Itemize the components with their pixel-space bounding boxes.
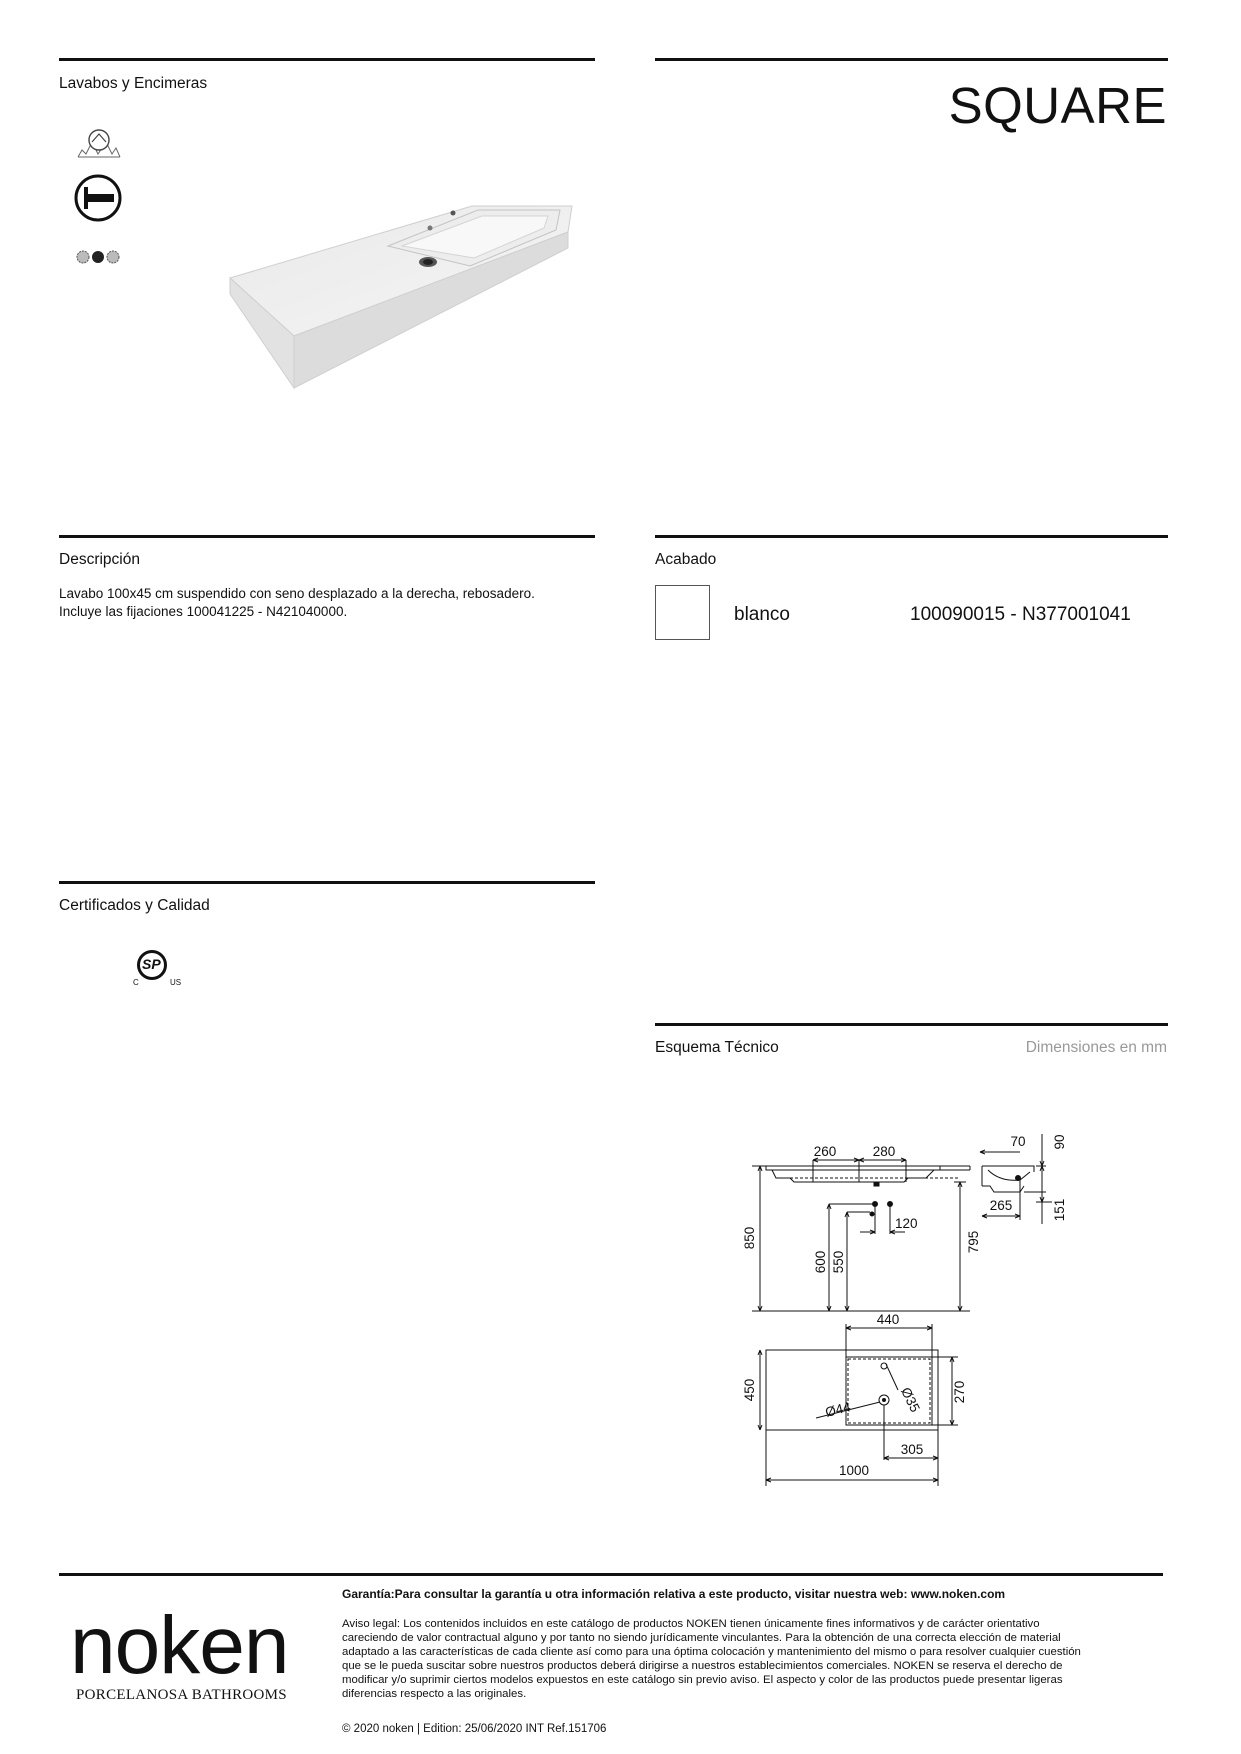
dim-600: 600 bbox=[813, 1250, 828, 1274]
rule-technical bbox=[655, 1023, 1168, 1026]
description-line-2: Incluye las fijaciones 100041225 - N421040000. bbox=[59, 604, 348, 619]
single-tap-hole-icon bbox=[73, 173, 123, 223]
dim-70: 70 bbox=[1010, 1134, 1026, 1149]
dim-550: 550 bbox=[831, 1250, 846, 1274]
legal-line: modificar y/o suprimir ciertos modelos expuestos en este catálogo sin previo aviso. El aspecto y color de las productos puede presentar ligeras bbox=[342, 1674, 1063, 1686]
finish-options-icon bbox=[75, 249, 123, 265]
rule-description bbox=[59, 535, 595, 538]
rule-certificates bbox=[59, 881, 595, 884]
technical-title: Esquema Técnico bbox=[655, 1039, 779, 1056]
legal-line: adaptado a las características de cada cliente así como para una óptima colocación y mantenimiento del mismo o para resolver cualquier cuestión bbox=[342, 1646, 1081, 1658]
dim-1000: 1000 bbox=[838, 1463, 870, 1478]
finish-name: blanco bbox=[734, 604, 790, 625]
finish-swatch bbox=[655, 585, 710, 640]
legal-line: Aviso legal: Los contenidos incluidos en este catálogo de productos NOKEN tienen únicamente fines informativos y de carácter orientativo bbox=[342, 1618, 1040, 1630]
plan-view bbox=[758, 1324, 958, 1486]
rule-top-right bbox=[655, 58, 1168, 61]
brand-subtitle: PORCELANOSA BATHROOMS bbox=[76, 1687, 287, 1703]
front-elevation bbox=[752, 1158, 970, 1311]
warranty-text: Garantía:Para consultar la garantía u otra información relativa a este producto, visitar nuestra web: www.noken.com bbox=[342, 1587, 1006, 1601]
legal-line: careciendo de valor contractual alguno y por tanto no siendo jurídicamente vinculantes. Para la obtención de una correcta elección de material bbox=[342, 1632, 1061, 1644]
edition-text: © 2020 noken | Edition: 25/06/2020 INT Ref.151706 bbox=[342, 1723, 607, 1735]
legal-line: diferencias respecto a las originales. bbox=[342, 1688, 527, 1700]
finish-title: Acabado bbox=[655, 551, 717, 568]
rule-finish bbox=[655, 535, 1168, 538]
technical-drawing bbox=[720, 1120, 1100, 1490]
description-title: Descripción bbox=[59, 551, 140, 568]
dim-280: 280 bbox=[872, 1144, 896, 1159]
wall-hung-basin-icon bbox=[76, 124, 122, 160]
dim-260: 260 bbox=[813, 1144, 837, 1159]
csa-mark-letters: SP bbox=[142, 956, 161, 972]
csa-mark-left: C bbox=[133, 978, 139, 987]
dim-d35: Ø35 bbox=[898, 1385, 923, 1415]
legal-line: que se le pueda suscitar sobre nuestros productos deberá dirigirse a nuestros establecimientos comerciales. NOKEN se reserva el derecho de bbox=[342, 1660, 1063, 1672]
product-image bbox=[220, 196, 590, 396]
category-label: Lavabos y Encimeras bbox=[59, 75, 208, 92]
rule-top-left bbox=[59, 58, 595, 61]
finish-code: 100090015 - N377001041 bbox=[910, 604, 1131, 625]
product-title: SQUARE bbox=[948, 77, 1167, 134]
dim-151: 151 bbox=[1052, 1198, 1067, 1222]
dim-450: 450 bbox=[742, 1378, 757, 1402]
dim-120: 120 bbox=[895, 1216, 918, 1231]
dim-d44: Ø44 bbox=[823, 1399, 853, 1420]
dim-440: 440 bbox=[876, 1312, 900, 1327]
csa-certification-mark bbox=[133, 950, 185, 990]
csa-mark-right: US bbox=[170, 978, 182, 987]
dim-90: 90 bbox=[1052, 1134, 1067, 1150]
dim-795: 795 bbox=[966, 1230, 981, 1254]
dim-265: 265 bbox=[989, 1198, 1013, 1213]
rule-footer bbox=[59, 1573, 1163, 1576]
brand-logo: noken bbox=[70, 1600, 289, 1691]
legal-notice bbox=[342, 1617, 1081, 1701]
description-line-1: Lavabo 100x45 cm suspendido con seno desplazado a la derecha, rebosadero. bbox=[59, 586, 535, 601]
dim-850: 850 bbox=[742, 1226, 757, 1250]
dim-305: 305 bbox=[900, 1442, 924, 1457]
technical-units: Dimensiones en mm bbox=[1025, 1039, 1167, 1056]
certificates-title: Certificados y Calidad bbox=[59, 897, 210, 914]
dim-270: 270 bbox=[952, 1380, 967, 1404]
